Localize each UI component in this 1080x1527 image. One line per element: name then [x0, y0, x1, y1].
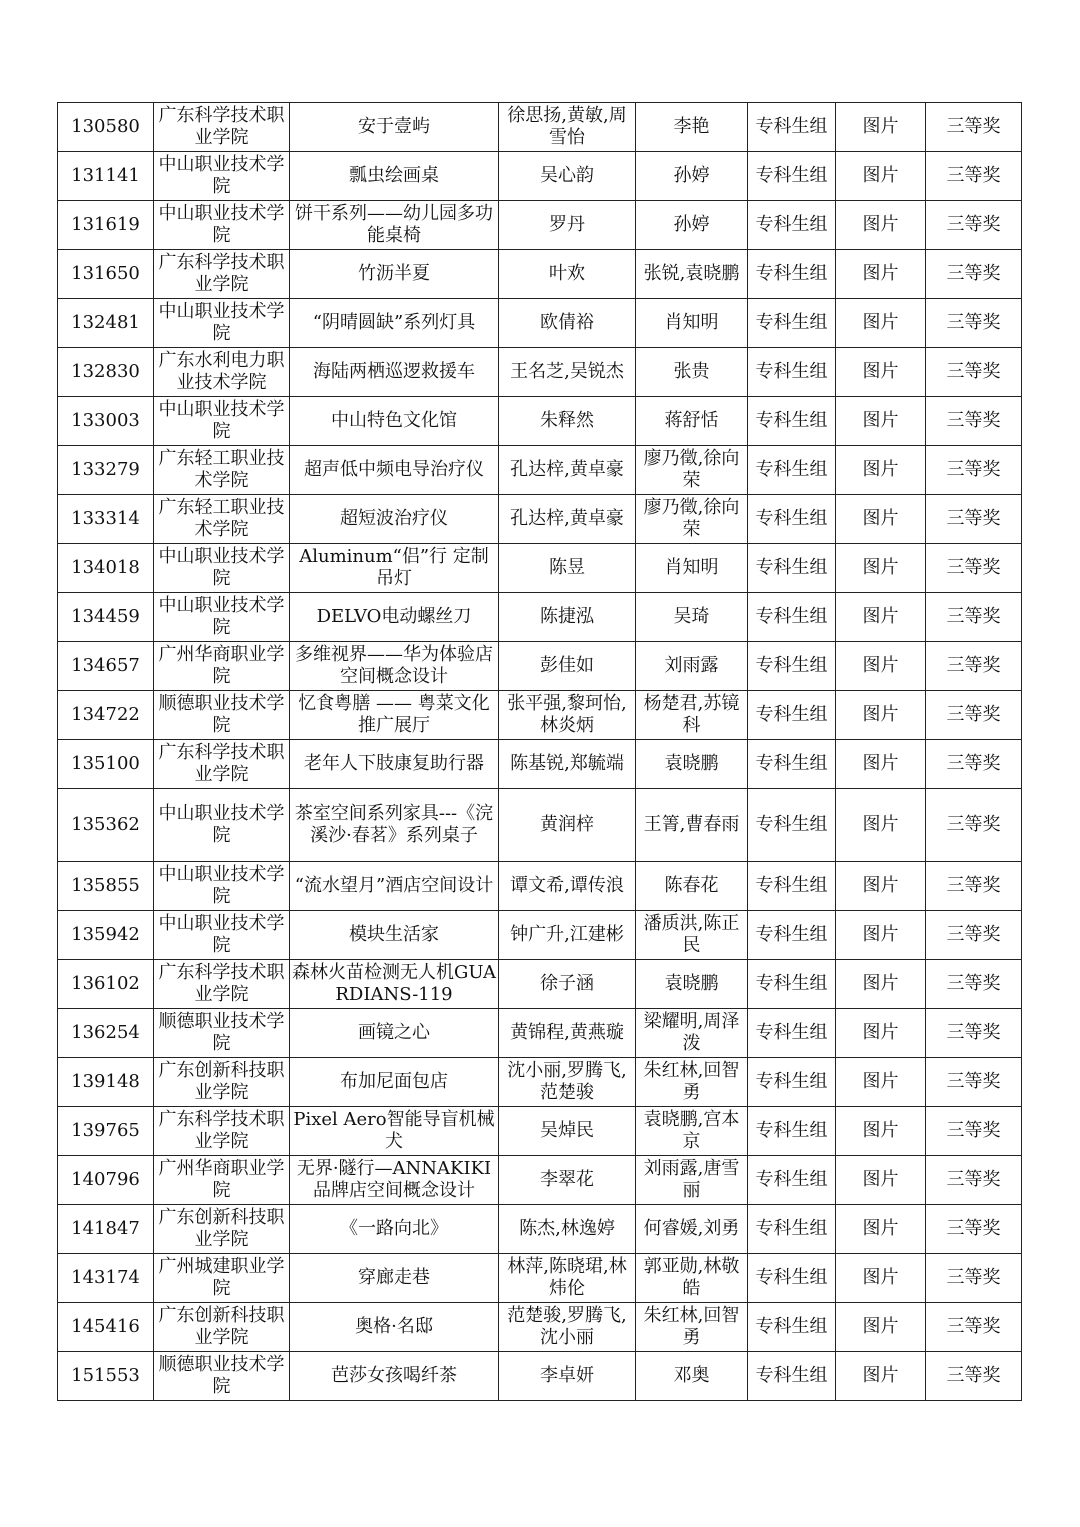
advisor-cell: 廖乃徵,徐向荣: [636, 495, 748, 544]
award-cell: 三等奖: [926, 348, 1022, 397]
authors-cell: 欧倩裕: [499, 299, 636, 348]
advisor-cell: 孙婷: [636, 152, 748, 201]
school-cell: 广州华商职业学院: [154, 1156, 290, 1205]
award-cell: 三等奖: [926, 1205, 1022, 1254]
work-type-cell: 图片: [836, 1254, 926, 1303]
table-row: [58, 789, 1022, 862]
authors-cell: 孔达梓,黄卓豪: [499, 495, 636, 544]
work-type-cell: 图片: [836, 1205, 926, 1254]
work-title-cell: DELVO电动螺丝刀: [290, 593, 499, 642]
group-cell: 专科生组: [748, 397, 836, 446]
table-row: [58, 103, 1022, 152]
school-cell: 广东创新科技职业学院: [154, 1058, 290, 1107]
group-cell: 专科生组: [748, 103, 836, 152]
award-cell: 三等奖: [926, 152, 1022, 201]
group-cell: 专科生组: [748, 544, 836, 593]
group-cell: 专科生组: [748, 495, 836, 544]
authors-cell: 谭文希,谭传浪: [499, 862, 636, 911]
group-cell: 专科生组: [748, 789, 836, 862]
award-cell: 三等奖: [926, 789, 1022, 862]
school-cell: 广东科学技术职业学院: [154, 1107, 290, 1156]
award-cell: 三等奖: [926, 593, 1022, 642]
entry-id-cell: 131141: [58, 152, 154, 201]
award-cell: 三等奖: [926, 1107, 1022, 1156]
award-cell: 三等奖: [926, 397, 1022, 446]
entry-id-cell: 133003: [58, 397, 154, 446]
advisor-cell: 肖知明: [636, 544, 748, 593]
group-cell: 专科生组: [748, 348, 836, 397]
school-cell: 中山职业技术学院: [154, 152, 290, 201]
advisor-cell: 蒋舒恬: [636, 397, 748, 446]
work-type-cell: 图片: [836, 789, 926, 862]
award-cell: 三等奖: [926, 103, 1022, 152]
advisor-cell: 郭亚勋,林敬皓: [636, 1254, 748, 1303]
work-type-cell: 图片: [836, 642, 926, 691]
school-cell: 中山职业技术学院: [154, 593, 290, 642]
group-cell: 专科生组: [748, 250, 836, 299]
table-row: [58, 201, 1022, 250]
advisor-cell: 吴琦: [636, 593, 748, 642]
award-cell: 三等奖: [926, 1352, 1022, 1401]
entry-id-cell: 132481: [58, 299, 154, 348]
entry-id-cell: 151553: [58, 1352, 154, 1401]
school-cell: 中山职业技术学院: [154, 299, 290, 348]
school-cell: 广东科学技术职业学院: [154, 103, 290, 152]
group-cell: 专科生组: [748, 1303, 836, 1352]
authors-cell: 朱释然: [499, 397, 636, 446]
table-row: [58, 1254, 1022, 1303]
table-row: [58, 593, 1022, 642]
authors-cell: 李翠花: [499, 1156, 636, 1205]
group-cell: 专科生组: [748, 1058, 836, 1107]
work-type-cell: 图片: [836, 691, 926, 740]
work-title-cell: 画镜之心: [290, 1009, 499, 1058]
work-title-cell: “流水望月”酒店空间设计: [290, 862, 499, 911]
work-title-cell: 奥格·名邸: [290, 1303, 499, 1352]
advisor-cell: 廖乃徵,徐向荣: [636, 446, 748, 495]
entry-id-cell: 136254: [58, 1009, 154, 1058]
work-title-cell: 老年人下肢康复助行器: [290, 740, 499, 789]
school-cell: 中山职业技术学院: [154, 862, 290, 911]
work-title-cell: 无界·隧行—ANNAKIKI品牌店空间概念设计: [290, 1156, 499, 1205]
advisor-cell: 梁耀明,周泽泼: [636, 1009, 748, 1058]
authors-cell: 吴心韵: [499, 152, 636, 201]
entry-id-cell: 143174: [58, 1254, 154, 1303]
table-row: [58, 1009, 1022, 1058]
entry-id-cell: 139148: [58, 1058, 154, 1107]
advisor-cell: 张锐,袁晓鹏: [636, 250, 748, 299]
work-title-cell: 模块生活家: [290, 911, 499, 960]
work-type-cell: 图片: [836, 446, 926, 495]
entry-id-cell: 136102: [58, 960, 154, 1009]
table-row: [58, 911, 1022, 960]
award-cell: 三等奖: [926, 642, 1022, 691]
work-type-cell: 图片: [836, 1058, 926, 1107]
work-type-cell: 图片: [836, 250, 926, 299]
authors-cell: 王名芝,吴锐杰: [499, 348, 636, 397]
work-title-cell: 超短波治疗仪: [290, 495, 499, 544]
table-row: [58, 1303, 1022, 1352]
work-title-cell: 中山特色文化馆: [290, 397, 499, 446]
group-cell: 专科生组: [748, 152, 836, 201]
advisor-cell: 朱红林,回智勇: [636, 1303, 748, 1352]
entry-id-cell: 135362: [58, 789, 154, 862]
advisor-cell: 张贵: [636, 348, 748, 397]
entry-id-cell: 135855: [58, 862, 154, 911]
advisor-cell: 袁晓鹏: [636, 740, 748, 789]
award-cell: 三等奖: [926, 544, 1022, 593]
advisor-cell: 袁晓鹏: [636, 960, 748, 1009]
work-type-cell: 图片: [836, 960, 926, 1009]
award-cell: 三等奖: [926, 299, 1022, 348]
entry-id-cell: 133279: [58, 446, 154, 495]
table-row: [58, 862, 1022, 911]
table-row: [58, 1107, 1022, 1156]
group-cell: 专科生组: [748, 446, 836, 495]
group-cell: 专科生组: [748, 1254, 836, 1303]
work-type-cell: 图片: [836, 911, 926, 960]
group-cell: 专科生组: [748, 691, 836, 740]
school-cell: 中山职业技术学院: [154, 789, 290, 862]
advisor-cell: 孙婷: [636, 201, 748, 250]
work-title-cell: 竹沥半夏: [290, 250, 499, 299]
authors-cell: 张平强,黎珂怡,林炎炳: [499, 691, 636, 740]
entry-id-cell: 135942: [58, 911, 154, 960]
advisor-cell: 袁晓鹏,宫本京: [636, 1107, 748, 1156]
table-row: [58, 544, 1022, 593]
entry-id-cell: 134018: [58, 544, 154, 593]
award-cell: 三等奖: [926, 1254, 1022, 1303]
advisor-cell: 朱红林,回智勇: [636, 1058, 748, 1107]
work-title-cell: 芭莎女孩喝纤茶: [290, 1352, 499, 1401]
entry-id-cell: 131619: [58, 201, 154, 250]
entry-id-cell: 134657: [58, 642, 154, 691]
school-cell: 中山职业技术学院: [154, 911, 290, 960]
school-cell: 广东科学技术职业学院: [154, 740, 290, 789]
advisor-cell: 刘雨露: [636, 642, 748, 691]
authors-cell: 徐思扬,黄敏,周雪怡: [499, 103, 636, 152]
table-body: [58, 103, 1022, 1401]
work-title-cell: 饼干系列——幼儿园多功能桌椅: [290, 201, 499, 250]
entry-id-cell: 141847: [58, 1205, 154, 1254]
advisor-cell: 肖知明: [636, 299, 748, 348]
advisor-cell: 何睿媛,刘勇: [636, 1205, 748, 1254]
table-row: [58, 1205, 1022, 1254]
advisor-cell: 潘质洪,陈正民: [636, 911, 748, 960]
entry-id-cell: 135100: [58, 740, 154, 789]
award-cell: 三等奖: [926, 862, 1022, 911]
authors-cell: 黄锦程,黄燕璇: [499, 1009, 636, 1058]
work-title-cell: 《一路向北》: [290, 1205, 499, 1254]
group-cell: 专科生组: [748, 299, 836, 348]
group-cell: 专科生组: [748, 960, 836, 1009]
entry-id-cell: 132830: [58, 348, 154, 397]
award-table: [57, 102, 1022, 1401]
authors-cell: 林萍,陈晓珺,林炜伦: [499, 1254, 636, 1303]
table-row: [58, 1058, 1022, 1107]
table-row: [58, 1156, 1022, 1205]
work-type-cell: 图片: [836, 593, 926, 642]
group-cell: 专科生组: [748, 911, 836, 960]
school-cell: 广东科学技术职业学院: [154, 960, 290, 1009]
entry-id-cell: 133314: [58, 495, 154, 544]
work-type-cell: 图片: [836, 1009, 926, 1058]
advisor-cell: 邓奥: [636, 1352, 748, 1401]
work-type-cell: 图片: [836, 495, 926, 544]
authors-cell: 陈基锐,郑毓端: [499, 740, 636, 789]
work-title-cell: “阴晴圆缺”系列灯具: [290, 299, 499, 348]
authors-cell: 钟广升,江建彬: [499, 911, 636, 960]
school-cell: 中山职业技术学院: [154, 544, 290, 593]
table-row: [58, 250, 1022, 299]
authors-cell: 叶欢: [499, 250, 636, 299]
table-row: [58, 348, 1022, 397]
group-cell: 专科生组: [748, 1205, 836, 1254]
work-type-cell: 图片: [836, 1156, 926, 1205]
group-cell: 专科生组: [748, 642, 836, 691]
authors-cell: 陈昱: [499, 544, 636, 593]
advisor-cell: 刘雨露,唐雪丽: [636, 1156, 748, 1205]
authors-cell: 黄润梓: [499, 789, 636, 862]
advisor-cell: 王箐,曹春雨: [636, 789, 748, 862]
work-title-cell: 忆食粤膳 —— 粤菜文化推广展厅: [290, 691, 499, 740]
table-row: [58, 495, 1022, 544]
school-cell: 中山职业技术学院: [154, 397, 290, 446]
group-cell: 专科生组: [748, 1009, 836, 1058]
work-type-cell: 图片: [836, 1352, 926, 1401]
authors-cell: 罗丹: [499, 201, 636, 250]
table-row: [58, 299, 1022, 348]
work-type-cell: 图片: [836, 397, 926, 446]
work-title-cell: 瓢虫绘画桌: [290, 152, 499, 201]
entry-id-cell: 134722: [58, 691, 154, 740]
authors-cell: 沈小丽,罗腾飞,范楚骏: [499, 1058, 636, 1107]
school-cell: 顺德职业技术学院: [154, 691, 290, 740]
advisor-cell: 李艳: [636, 103, 748, 152]
authors-cell: 李卓妍: [499, 1352, 636, 1401]
award-cell: 三等奖: [926, 495, 1022, 544]
award-cell: 三等奖: [926, 446, 1022, 495]
advisor-cell: 杨楚君,苏镜科: [636, 691, 748, 740]
entry-id-cell: 139765: [58, 1107, 154, 1156]
school-cell: 顺德职业技术学院: [154, 1009, 290, 1058]
work-title-cell: Pixel Aero智能导盲机械犬: [290, 1107, 499, 1156]
table-row: [58, 1352, 1022, 1401]
work-type-cell: 图片: [836, 152, 926, 201]
work-type-cell: 图片: [836, 1303, 926, 1352]
group-cell: 专科生组: [748, 1107, 836, 1156]
school-cell: 广州华商职业学院: [154, 642, 290, 691]
authors-cell: 吴焯民: [499, 1107, 636, 1156]
group-cell: 专科生组: [748, 201, 836, 250]
group-cell: 专科生组: [748, 862, 836, 911]
entry-id-cell: 131650: [58, 250, 154, 299]
work-title-cell: 多维视界——华为体验店空间概念设计: [290, 642, 499, 691]
group-cell: 专科生组: [748, 593, 836, 642]
award-cell: 三等奖: [926, 691, 1022, 740]
group-cell: 专科生组: [748, 1156, 836, 1205]
entry-id-cell: 145416: [58, 1303, 154, 1352]
group-cell: 专科生组: [748, 740, 836, 789]
school-cell: 广东水利电力职业技术学院: [154, 348, 290, 397]
work-title-cell: 超声低中频电导治疗仪: [290, 446, 499, 495]
award-cell: 三等奖: [926, 1303, 1022, 1352]
table-row: [58, 691, 1022, 740]
school-cell: 广东创新科技职业学院: [154, 1303, 290, 1352]
table-row: [58, 397, 1022, 446]
award-cell: 三等奖: [926, 1009, 1022, 1058]
authors-cell: 徐子涵: [499, 960, 636, 1009]
authors-cell: 陈杰,林逸婷: [499, 1205, 636, 1254]
authors-cell: 彭佳如: [499, 642, 636, 691]
award-cell: 三等奖: [926, 201, 1022, 250]
award-cell: 三等奖: [926, 960, 1022, 1009]
school-cell: 顺德职业技术学院: [154, 1352, 290, 1401]
work-title-cell: 安于壹屿: [290, 103, 499, 152]
work-type-cell: 图片: [836, 201, 926, 250]
work-title-cell: Aluminum“侣”行 定制吊灯: [290, 544, 499, 593]
work-type-cell: 图片: [836, 299, 926, 348]
award-cell: 三等奖: [926, 911, 1022, 960]
work-type-cell: 图片: [836, 862, 926, 911]
award-cell: 三等奖: [926, 1156, 1022, 1205]
entry-id-cell: 140796: [58, 1156, 154, 1205]
table-row: [58, 960, 1022, 1009]
work-type-cell: 图片: [836, 544, 926, 593]
group-cell: 专科生组: [748, 1352, 836, 1401]
table-row: [58, 642, 1022, 691]
advisor-cell: 陈春花: [636, 862, 748, 911]
work-type-cell: 图片: [836, 348, 926, 397]
school-cell: 中山职业技术学院: [154, 201, 290, 250]
work-title-cell: 海陆两栖巡逻救援车: [290, 348, 499, 397]
work-title-cell: 布加尼面包店: [290, 1058, 499, 1107]
school-cell: 广东轻工职业技术学院: [154, 446, 290, 495]
entry-id-cell: 130580: [58, 103, 154, 152]
school-cell: 广东轻工职业技术学院: [154, 495, 290, 544]
authors-cell: 范楚骏,罗腾飞,沈小丽: [499, 1303, 636, 1352]
school-cell: 广东科学技术职业学院: [154, 250, 290, 299]
award-cell: 三等奖: [926, 250, 1022, 299]
entry-id-cell: 134459: [58, 593, 154, 642]
work-type-cell: 图片: [836, 740, 926, 789]
work-type-cell: 图片: [836, 1107, 926, 1156]
school-cell: 广东创新科技职业学院: [154, 1205, 290, 1254]
authors-cell: 陈捷泓: [499, 593, 636, 642]
work-title-cell: 穿廊走巷: [290, 1254, 499, 1303]
table-row: [58, 152, 1022, 201]
table-row: [58, 446, 1022, 495]
award-cell: 三等奖: [926, 740, 1022, 789]
work-type-cell: 图片: [836, 103, 926, 152]
award-cell: 三等奖: [926, 1058, 1022, 1107]
table-row: [58, 740, 1022, 789]
work-title-cell: 茶室空间系列家具---《浣溪沙·春茗》系列桌子: [290, 789, 499, 862]
work-title-cell: 森林火苗检测无人机GUARDIANS-119: [290, 960, 499, 1009]
authors-cell: 孔达梓,黄卓豪: [499, 446, 636, 495]
school-cell: 广州城建职业学院: [154, 1254, 290, 1303]
